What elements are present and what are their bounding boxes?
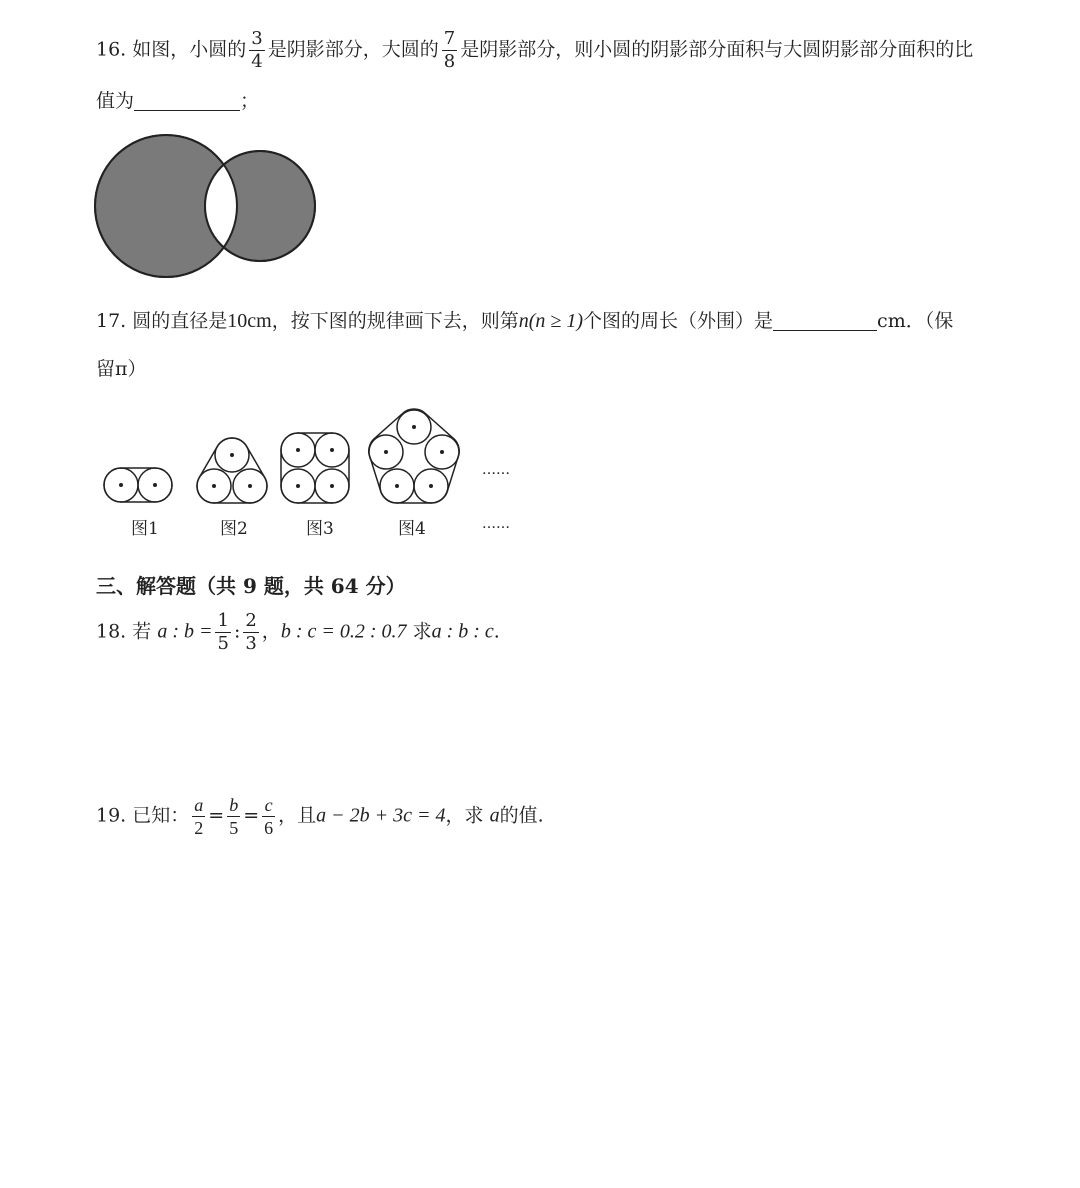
figure-1-label: 图1 <box>131 519 159 539</box>
q18-line: 18. 若 a : b = $\frac{1}{5}$ : $\frac{2}{3}$ ，b : c = 0.2 : 0.7 求a : b : c. <box>96 610 500 654</box>
q19-line: 19. 已知： $\frac{a}{2}$ = $\frac{b}{5}$ = $\frac{c}{6}$ ，且a − 2b + 3c = 4，求 a的值. <box>96 795 544 838</box>
q16-fraction-large: $\frac{7}{8}$ <box>443 28 456 72</box>
q16-circles-diagram <box>90 126 330 286</box>
q17-diameter: 10cm <box>227 310 272 332</box>
q18-number: 18. <box>96 620 127 643</box>
q17-line2: 留π） <box>96 358 147 380</box>
figure-4-label: 图4 <box>398 519 426 539</box>
q16-text-b: 是阴影部分，大圆的 <box>267 38 439 61</box>
ellipsis-top: …… <box>482 462 510 478</box>
q17-condition: (n ≥ 1) <box>528 310 584 332</box>
q16-answer-blank[interactable] <box>134 90 240 111</box>
figure-2-label: 图2 <box>220 519 248 539</box>
q17-line1: 17. 圆的直径是10cm，按下图的规律画下去，则第n(n ≥ 1)个图的周长（外围）是 cm．（保 <box>96 310 954 332</box>
q16-line2: 值为 ； <box>96 90 260 112</box>
figure-1 <box>104 468 172 502</box>
figure-3-label: 图3 <box>306 519 334 539</box>
q16-number: 16. <box>96 38 127 61</box>
figure-2 <box>197 438 267 503</box>
q19-fraction-c: $\frac{c}{6}$ <box>264 795 274 838</box>
ellipsis-bottom: …… <box>482 516 510 532</box>
q19-fraction-b: $\frac{b}{5}$ <box>229 795 239 838</box>
q17-pattern-figures <box>96 402 526 552</box>
q16-text-c: 是阴影部分，则小圆的阴影部分面积与大圆阴影部分面积的比 <box>460 38 974 61</box>
figure-4 <box>369 409 459 503</box>
figure-3 <box>281 433 349 503</box>
q19-number: 19. <box>96 804 127 827</box>
q17-answer-blank[interactable] <box>773 310 877 331</box>
section-3-title: 三、解答题（共 9 题，共 64 分） <box>96 574 406 598</box>
q16-line1 <box>96 30 973 71</box>
q19-fraction-a: $\frac{a}{2}$ <box>194 795 204 838</box>
q18-ratio: b : c = 0.2 : 0.7 <box>280 620 407 643</box>
q16-text-a: 如图，小圆的 <box>132 38 247 61</box>
q17-number: 17. <box>96 310 127 332</box>
q19-equation: a − 2b + 3c = 4 <box>316 804 446 827</box>
q18-fraction-1: $\frac{1}{5}$ <box>217 610 229 654</box>
q16-fraction-small: $\frac{3}{4}$ <box>251 28 263 72</box>
q18-fraction-2: $\frac{2}{3}$ <box>245 610 257 654</box>
